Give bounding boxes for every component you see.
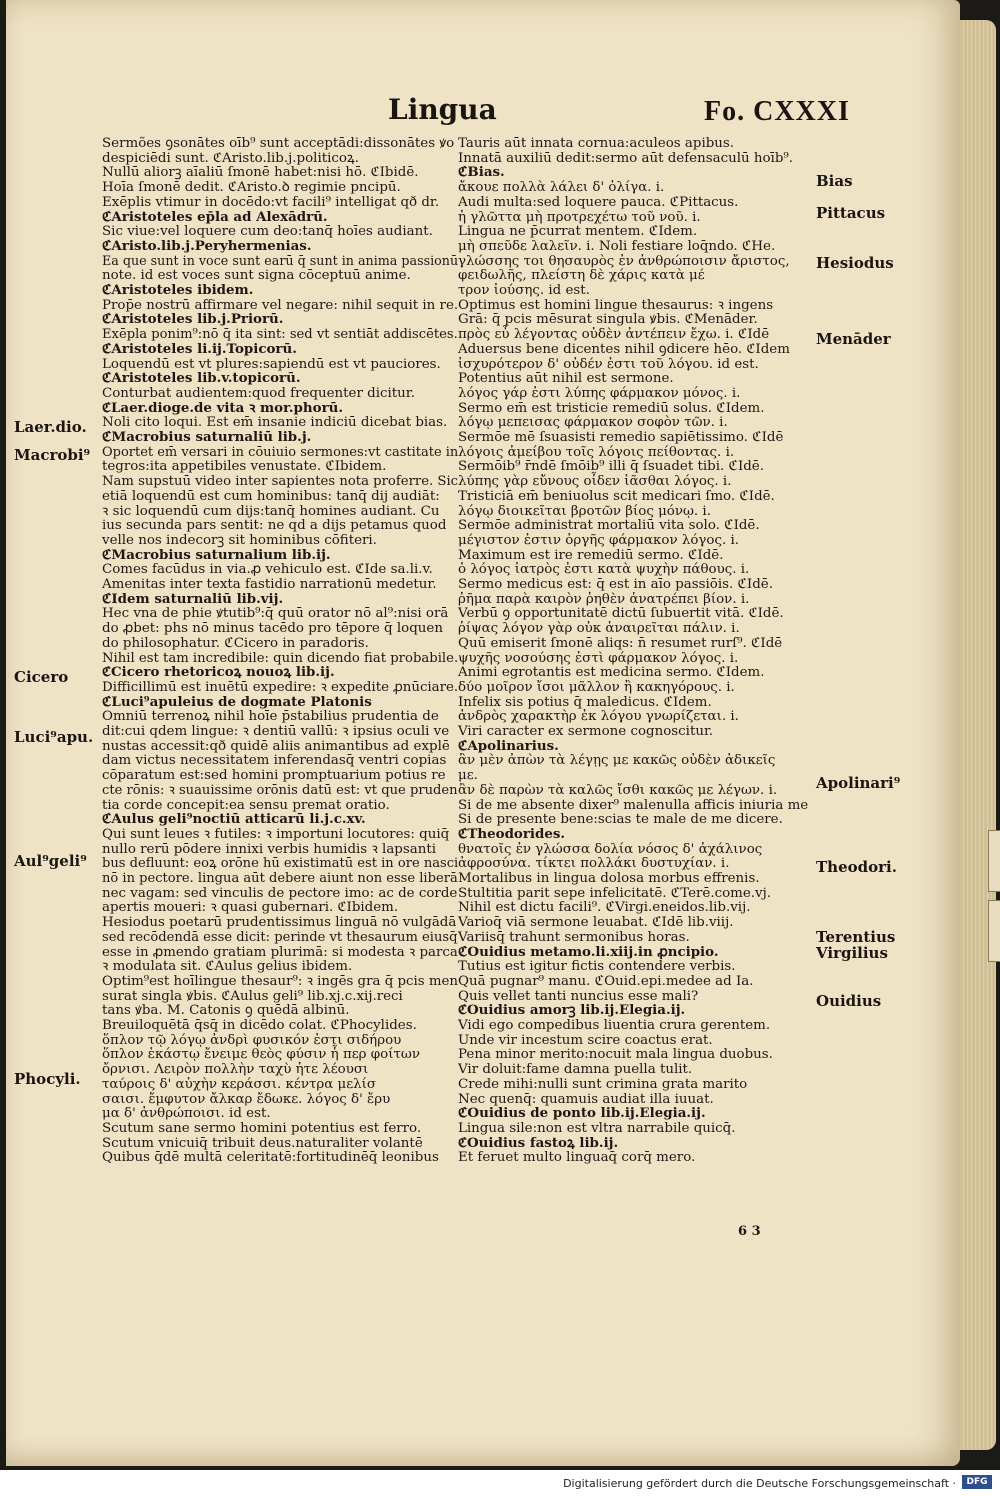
text-line: Innatā auxiliū dedit:sermo aūt defensaculū hoīb⁹. [458, 150, 794, 166]
text-line: ℭIdem saturnaliū lib.vij. [102, 590, 284, 607]
text-line: etiā loquendū est cum hominibus: tanq̄ dij audiāt: [102, 488, 440, 504]
text-line: Amenitas inter texta fastidio narrationū medetur. [102, 577, 437, 592]
folio-number: Fo. CXXXI [704, 96, 850, 127]
text-line: Potentius aūt nihil est sermone. [458, 371, 674, 387]
text-line: Quis vellet tanti nuncius esse mali? [458, 988, 699, 1004]
text-line: ἂν μὲν ἀπὼν τὰ λέγῃς με κακῶς οὐδὲν ἀδικεῖς [458, 753, 776, 769]
text-line: ℭOuidius fastoꝝ lib.ij. [458, 1134, 619, 1151]
text-line: Quū emiserit ſmonē aliqs: n̄ resumet rurſ⁹. ℭIdē [458, 635, 783, 651]
text-line: ὅπλον τῷ λόγῳ ἀνδρὶ φυσικόν ἐστι σιδήρου [102, 1032, 402, 1048]
text-line: Sermōib⁹ r̄ndē ſmōib⁹ illi q̄ ſsuadet tibi. ℭIdē. [458, 459, 764, 475]
text-line: despiciēdi sunt. ℭAristo.lib.j.politicoꝝ. [102, 150, 359, 166]
text-line: Mortalibus in lingua dolosa morbus effrenis. [458, 871, 760, 886]
text-line: λύπης γὰρ εὔνους οἶδεν ἰᾶσθαι λόγος. i. [458, 474, 732, 490]
text-line: ἂν δὲ παρὼν τὰ καλῶς ἴσθι κακῶς με λέγων. i. [458, 782, 778, 798]
text-line: ℭOuidius de ponto lib.ij.Elegia.ij. [458, 1105, 706, 1122]
text-line: Exēpla ponim⁹:nō q̄ ita sint: sed vt sentiāt addiscētes. [102, 327, 458, 343]
text-line: Optimus est homini lingue thesaurus: ꝛ ingens [458, 297, 774, 313]
text-line: μὴ σπεῦδε λαλεῖν. i. Noli festiare loq̄ndo. ℭHe. [458, 238, 776, 254]
text-line: tia corde concepit:ea sensu premat oratio. [102, 797, 390, 813]
text-line: apertis moueri: ꝛ quasi gubernari. ℭIbidem. [102, 900, 399, 916]
text-line: bus defluunt: eoꝝ orōne hū existimatū est in ore nasci [102, 856, 459, 872]
text-line: Unde vir incestum scire coactus erat. [458, 1032, 713, 1048]
text-line: velle nos indecorꝫ sit hominibus cōfiteri. [102, 532, 377, 548]
text-line: nullo rerū pōdere innixi verbis humidis ꝛ lapsanti [102, 841, 437, 857]
text-line: esse in ꝓmendo gratiam plurimā: si modesta ꝛ parca [102, 944, 458, 960]
text-line: Scutum vnicuiq̄ tribuit deus.naturaliter volantē [102, 1135, 423, 1151]
dfg-logo: DFG [962, 1475, 992, 1489]
text-line: Sermo em̄ est tristicie remediū solus. ℭIdem. [458, 400, 765, 416]
text-line: ius secunda pars sentit: ne qd a dijs petamus quod [102, 518, 447, 534]
text-line: Hec vna de phie ꝟtutib⁹:q̄ quū orator nō al⁹:nisi orā [102, 606, 449, 622]
text-line: ℭLuci⁹apuleius de dogmate Platonis [102, 693, 372, 710]
text-line: φειδωλῆς, πλείστη δὲ χάρις κατὰ μέ [458, 268, 705, 284]
text-line: sed recōdendā esse dicit: perinde vt thesaurum eiusq̄ [102, 929, 458, 945]
text-line: μέγιστον ἐστιν ὀργῆς φάρμακον λόγος. i. [458, 532, 740, 548]
text-line: τρον ἰούσης. id est. [458, 283, 590, 298]
text-line: ℭMacrobius saturnalium lib.ij. [102, 546, 331, 563]
text-line: ὁ λόγος ἰατρὸς ἐστι κατὰ ψυχὴν πάθους. i. [458, 562, 750, 578]
text-line: note. id est voces sunt signa cōceptuū anime. [102, 268, 411, 284]
text-line: nec vagam: sed vinculis de pectore imo: ac de corde [102, 885, 458, 901]
text-line: Nihil est tam incredibile: quin dicendo fiat probabile. [102, 650, 459, 666]
book-page [6, 0, 960, 1466]
text-line: με. [458, 768, 478, 784]
text-line: Omniū terrenoꝝ nihil hoīe p̄stabilius prudentia de [102, 709, 439, 725]
text-line: Vir doluit:fame damna puella tulit. [458, 1062, 693, 1078]
text-line: Sermões ꝯsonātes oīb⁹ sunt acceptādi:dissonātes ꝟo [102, 136, 455, 151]
text-line: nustas accessit:qð quidē aliis animantibus ad explē [102, 738, 450, 754]
text-line: Nihil est dictu facili⁹. ℭVirgi.eneidos.lib.vij. [458, 900, 751, 916]
text-line: ℭTheodorides. [458, 825, 566, 842]
text-line: ℭAristo.lib.j.Peryhermenias. [102, 237, 312, 254]
text-line: cōparatum est:sed homini promptuarium potius re [102, 768, 446, 784]
running-head: Lingua [388, 93, 497, 126]
text-line: Infelix sis potius q̄ maledicus. ℭIdem. [458, 694, 712, 710]
text-line: Verbū ꝯ opportunitatē dictū ſubuertit vitā. ℭIdē. [458, 606, 784, 622]
text-line: cte rōnis: ꝛ suauissime orōnis datū est: vt que pruden [102, 782, 458, 798]
text-line: ꝛ modulata sit. ℭAulus gelius ibidem. [102, 959, 353, 975]
margin-note: Laer.dio. [14, 418, 87, 436]
text-line: Hoīa ſmonē dedit. ℭAristo.ꝺ regimie pncipū. [102, 180, 401, 196]
text-line: Quā pugnar⁹ manu. ℭOuid.epi.medee ad Ia. [458, 973, 754, 989]
text-line: Crede mihi:nulli sunt crimina grata marito [458, 1076, 748, 1092]
text-line: Animi egrotantis est medicina sermo. ℭIdem. [458, 665, 765, 681]
text-line: λόγῳ διοικεῖται βροτῶν βίος μόνῳ. i. [458, 503, 711, 519]
text-line: Aduersus bene dicentes nihil ꝯdicere hēo. ℭIdem [458, 341, 790, 357]
text-line: Prop̄e nostrū affirmare vel negare: nihil sequit in re. [102, 297, 459, 313]
text-line: λόγοις ἀμείβου τοῖς λόγοις πείθοντας. i. [458, 444, 735, 460]
text-line: ἄκουε πολλὰ λάλει δ' ὀλίγα. i. [458, 180, 665, 196]
text-line: Exēplis vtimur in docēdo:vt facili⁹ intelligat qð dr. [102, 194, 440, 210]
text-line: dit:cui qdem lingue: ꝛ dentiū vallū: ꝛ ipsius oculi ve [102, 724, 450, 739]
text-line: Et feruet multo linguaq̄ corq̄ mero. [458, 1150, 696, 1166]
text-line: Viri caracter ex sermone cognoscitur. [458, 724, 714, 739]
text-line: ℭAulus geli⁹noctiū atticarū li.j.c.xv. [102, 811, 366, 828]
text-line: Si de presente bene:scias te male de me dicere. [458, 812, 783, 828]
text-line: Audi multa:sed loquere pauca. ℭPittacus. [458, 194, 739, 210]
text-line: λόγῳ μεπεισας φάρμακον σοφὸν τῶν. i. [458, 415, 728, 431]
text-line: θνατοῖς ἐν γλώσσα δολία νόσος δ' ἀχάλινος [458, 841, 763, 857]
text-line: σαισι. ἔμφυτον ἄλκαρ ἔδωκε. λόγος δ' ἔρυ [102, 1091, 391, 1107]
text-line: ℭCicero rhetoricoꝝ nouoꝝ lib.ij. [102, 664, 335, 681]
margin-note: Hesiodus [816, 254, 894, 272]
text-line: ℭApolinarius. [458, 737, 559, 754]
text-line: ℭOuidius amorꝫ lib.ij.Elegia.ij. [458, 1002, 686, 1019]
text-line: do ꝓbet: phs nō minus tacēdo pro tēpore q̄ loquen [102, 621, 443, 637]
text-line: ἰσχυρότερον δ' οὐδέν ἐστι τοῦ λόγου. id est. [458, 356, 759, 372]
text-line: Variisq̄ trahunt sermonibus horas. [458, 929, 690, 945]
text-line: Si de me absente dixer⁹ malenulla afficis iniuria me [458, 797, 809, 813]
text-line: μα δ' ἀνθρώποισι. id est. [102, 1106, 271, 1122]
text-line: Pena minor merito:nocuit mala lingua duobus. [458, 1047, 773, 1063]
text-line: Tutius est igitur fictis contendere verbis. [458, 959, 736, 975]
text-line: ℭAristoteles lib.v.topicorū. [102, 370, 301, 387]
margin-note: Cicero [14, 668, 69, 686]
margin-note: Terentius [816, 928, 896, 946]
text-line: Sic viue:vel loquere cum deo:tanq̄ hoīes audiant. [102, 224, 433, 240]
text-line: ταύροις δ' αὐχὴν κεράσσι. κέντρα μελίσ [102, 1076, 377, 1092]
text-line: Conturbat audientem:quod frequenter dicitur. [102, 385, 415, 401]
text-line: ℭAristoteles li.ij.Topicorū. [102, 340, 297, 357]
text-line: ℭAristoteles ep̄la ad Alexādrū. [102, 208, 328, 225]
text-line: Sermo medicus est: q̄ est in aīo passiōis. ℭIdē. [458, 577, 773, 592]
text-line: Sermōe administrat mortaliū vita solo. ℭIdē. [458, 518, 760, 534]
text-line: Difficillimū est inuētū expedire: ꝛ expedite ꝓnūciare. [102, 679, 459, 695]
text-line: Nam supstuū video inter sapientes nota proferre. Sic [102, 474, 459, 490]
page-tab [988, 830, 1000, 892]
text-line: surat singla ꝟbis. ℭAulus geli⁹ lib.xj.c.xij.reci [102, 988, 403, 1004]
text-line: ἀφροσύνα. τίκτει πολλάκι δυστυχίαν. i. [458, 856, 730, 872]
text-line: Grā: q̄ pcis mēsurat singula ꝟbis. ℭMenāder. [458, 312, 758, 328]
text-line: Ea que sunt in voce sunt earū q̄ sunt in anima passionū [102, 253, 459, 269]
text-line: ψυχῆς νοσούσης ἐστὶ φάρμακον λόγος. i. [458, 650, 739, 666]
margin-note: Virgilius [816, 944, 888, 962]
text-line: Loquendū est vt plures:sapiendū est vt pauciores. [102, 356, 441, 372]
text-line: Stultitia parit sepe infelicitatē. ℭTerē.come.vj. [458, 885, 771, 901]
margin-note: Ouidius [816, 992, 882, 1010]
text-line: λόγος γάρ ἐστι λύπης φάρμακον μόνος. i. [458, 385, 741, 401]
text-line: γλώσσης τοι θησαυρὸς ἐν ἀνθρώποισιν ἄριστος, [458, 253, 790, 269]
text-line: Noli cito loqui. Est em̄ insanie indiciū dicebat bias. [102, 415, 448, 431]
text-line: Scutum sane sermo homini potentius est ferro. [102, 1120, 422, 1136]
text-line: πρὸς εὖ λέγοντας οὐδὲν ἀντέπειν ἔχω. i. ℭIdē [458, 327, 770, 343]
text-line: Lingua sile:non est vltra narrabile quicq̄. [458, 1120, 736, 1136]
margin-note: Luci⁹apu. [14, 728, 94, 746]
text-line: ὅπλον ἑκάστῳ ἔνειμε θεὸς φύσιν ἧ περ φοίτων [102, 1047, 420, 1063]
margin-note: Theodori. [816, 858, 897, 876]
text-line: Maximum est ire remediū sermo. ℭIdē. [458, 547, 724, 563]
text-line: ℭAristoteles lib.j.Priorū. [102, 311, 284, 328]
text-line: Quibus q̄dē multā celeritatē:fortitudinēq̄ leonibus [102, 1150, 439, 1166]
text-line: ℭAristoteles ibidem. [102, 282, 254, 298]
margin-note: Aul⁹geli⁹ [14, 852, 87, 870]
text-line: dam victus necessitatem inferendasq̄ ventri copias [102, 753, 447, 769]
text-line: nō in pectore. lingua aūt debere aiunt non esse liberā [102, 871, 458, 886]
text-line: Nullū aliorꝫ aīaliū ſmonē habet:nisi hō. ℭIbidē. [102, 165, 419, 181]
text-line: Lingua ne p̄currat mentem. ℭIdem. [458, 224, 698, 240]
text-line: ῥίψας λόγον γὰρ οὐκ ἀναιρεῖται πάλιν. i. [458, 621, 740, 637]
text-line: do philosophatur. ℭCicero in paradoris. [102, 635, 369, 651]
text-line: Hesiodus poetarū prudentissimus linguā nō vulgādā [102, 915, 457, 931]
text-line: ὄρνισι. Λειρὸν πολλὴν ταχὺ ἠτε λέουσι [102, 1062, 369, 1078]
page-tab [988, 900, 1000, 962]
book-fore-edge [960, 20, 996, 1450]
text-line: ℭMacrobius saturnaliū lib.j. [102, 429, 312, 445]
text-line: ℭLaer.dioge.de vita ꝛ mor.phorū. [102, 399, 344, 416]
margin-note: Pittacus [816, 204, 886, 222]
text-line: Qui sunt leues ꝛ futiles: ꝛ importuni locutores: quiq̄ [102, 826, 450, 842]
footer-credit: Digitalisierung gefördert durch die Deutsche Forschungsgemeinschaft · [563, 1477, 956, 1490]
text-line: tegros:ita appetibiles venustate. ℭIbidem. [102, 459, 387, 475]
margin-note: Phocyli. [14, 1070, 81, 1088]
text-line: Vidi ego compedibus liuentia crura gerentem. [458, 1018, 771, 1033]
text-line: ἡ γλῶττα μὴ προτρεχέτω τοῦ νοῦ. i. [458, 209, 701, 225]
text-line: Comes facūdus in via.ꝓ vehiculo est. ℭIde sa.li.v. [102, 562, 433, 578]
text-line: ℭBias. [458, 164, 505, 181]
margin-note: Bias [816, 172, 853, 190]
text-line: ἀνδρὸς χαρακτὴρ ἐκ λόγου γνωρίζεται. i. [458, 709, 739, 725]
text-line: tans ꝟba. M. Catonis ꝯ quēdā albinū. [102, 1003, 350, 1019]
text-line: Tristiciā em̄ beniuolus scit medicari ſmo. ℭIdē. [458, 488, 775, 504]
footer-bar [0, 1470, 1000, 1496]
text-line: Sermōe mē ſsuasisti remedio sapiētissimo. ℭIdē [458, 430, 784, 445]
signature-mark: 6 3 [738, 1224, 761, 1239]
text-line: ꝛ sic loquendū cum dijs:tanq̄ homines audiant. Cu [102, 503, 440, 519]
text-line: δύο μοῖρον ἴσοι μᾶλλον ἢ κακηγόρους. i. [458, 679, 735, 695]
text-line: Varioq̄ viā sermone leuabat. ℭIdē lib.viij. [458, 915, 734, 931]
text-line: Optim⁹est hoīlingue thesaur⁹: ꝛ ingēs gra q̄ pcis men [102, 973, 459, 989]
margin-note: Menāder [816, 330, 891, 348]
text-line: ῥῆμα παρὰ καιρὸν ῥηθὲν ἀνατρέπει βίον. i. [458, 591, 750, 607]
text-line: ℭOuidius metamo.li.xiij.in ꝓncipio. [458, 943, 719, 960]
margin-note: Apolinari⁹ [816, 774, 901, 792]
text-line: Nec quenq̄: quamuis audiat illa iuuat. [458, 1091, 714, 1107]
text-line: Oportet em̄ versari in cōuiuio sermones:vt castitate in [102, 444, 459, 460]
text-line: Tauris aūt innata cornua:aculeos apibus. [458, 136, 735, 151]
text-line: Breuiloquētā q̄sq̄ in dicēdo colat. ℭPhocylides. [102, 1018, 417, 1033]
margin-note: Macrobi⁹ [14, 446, 91, 464]
